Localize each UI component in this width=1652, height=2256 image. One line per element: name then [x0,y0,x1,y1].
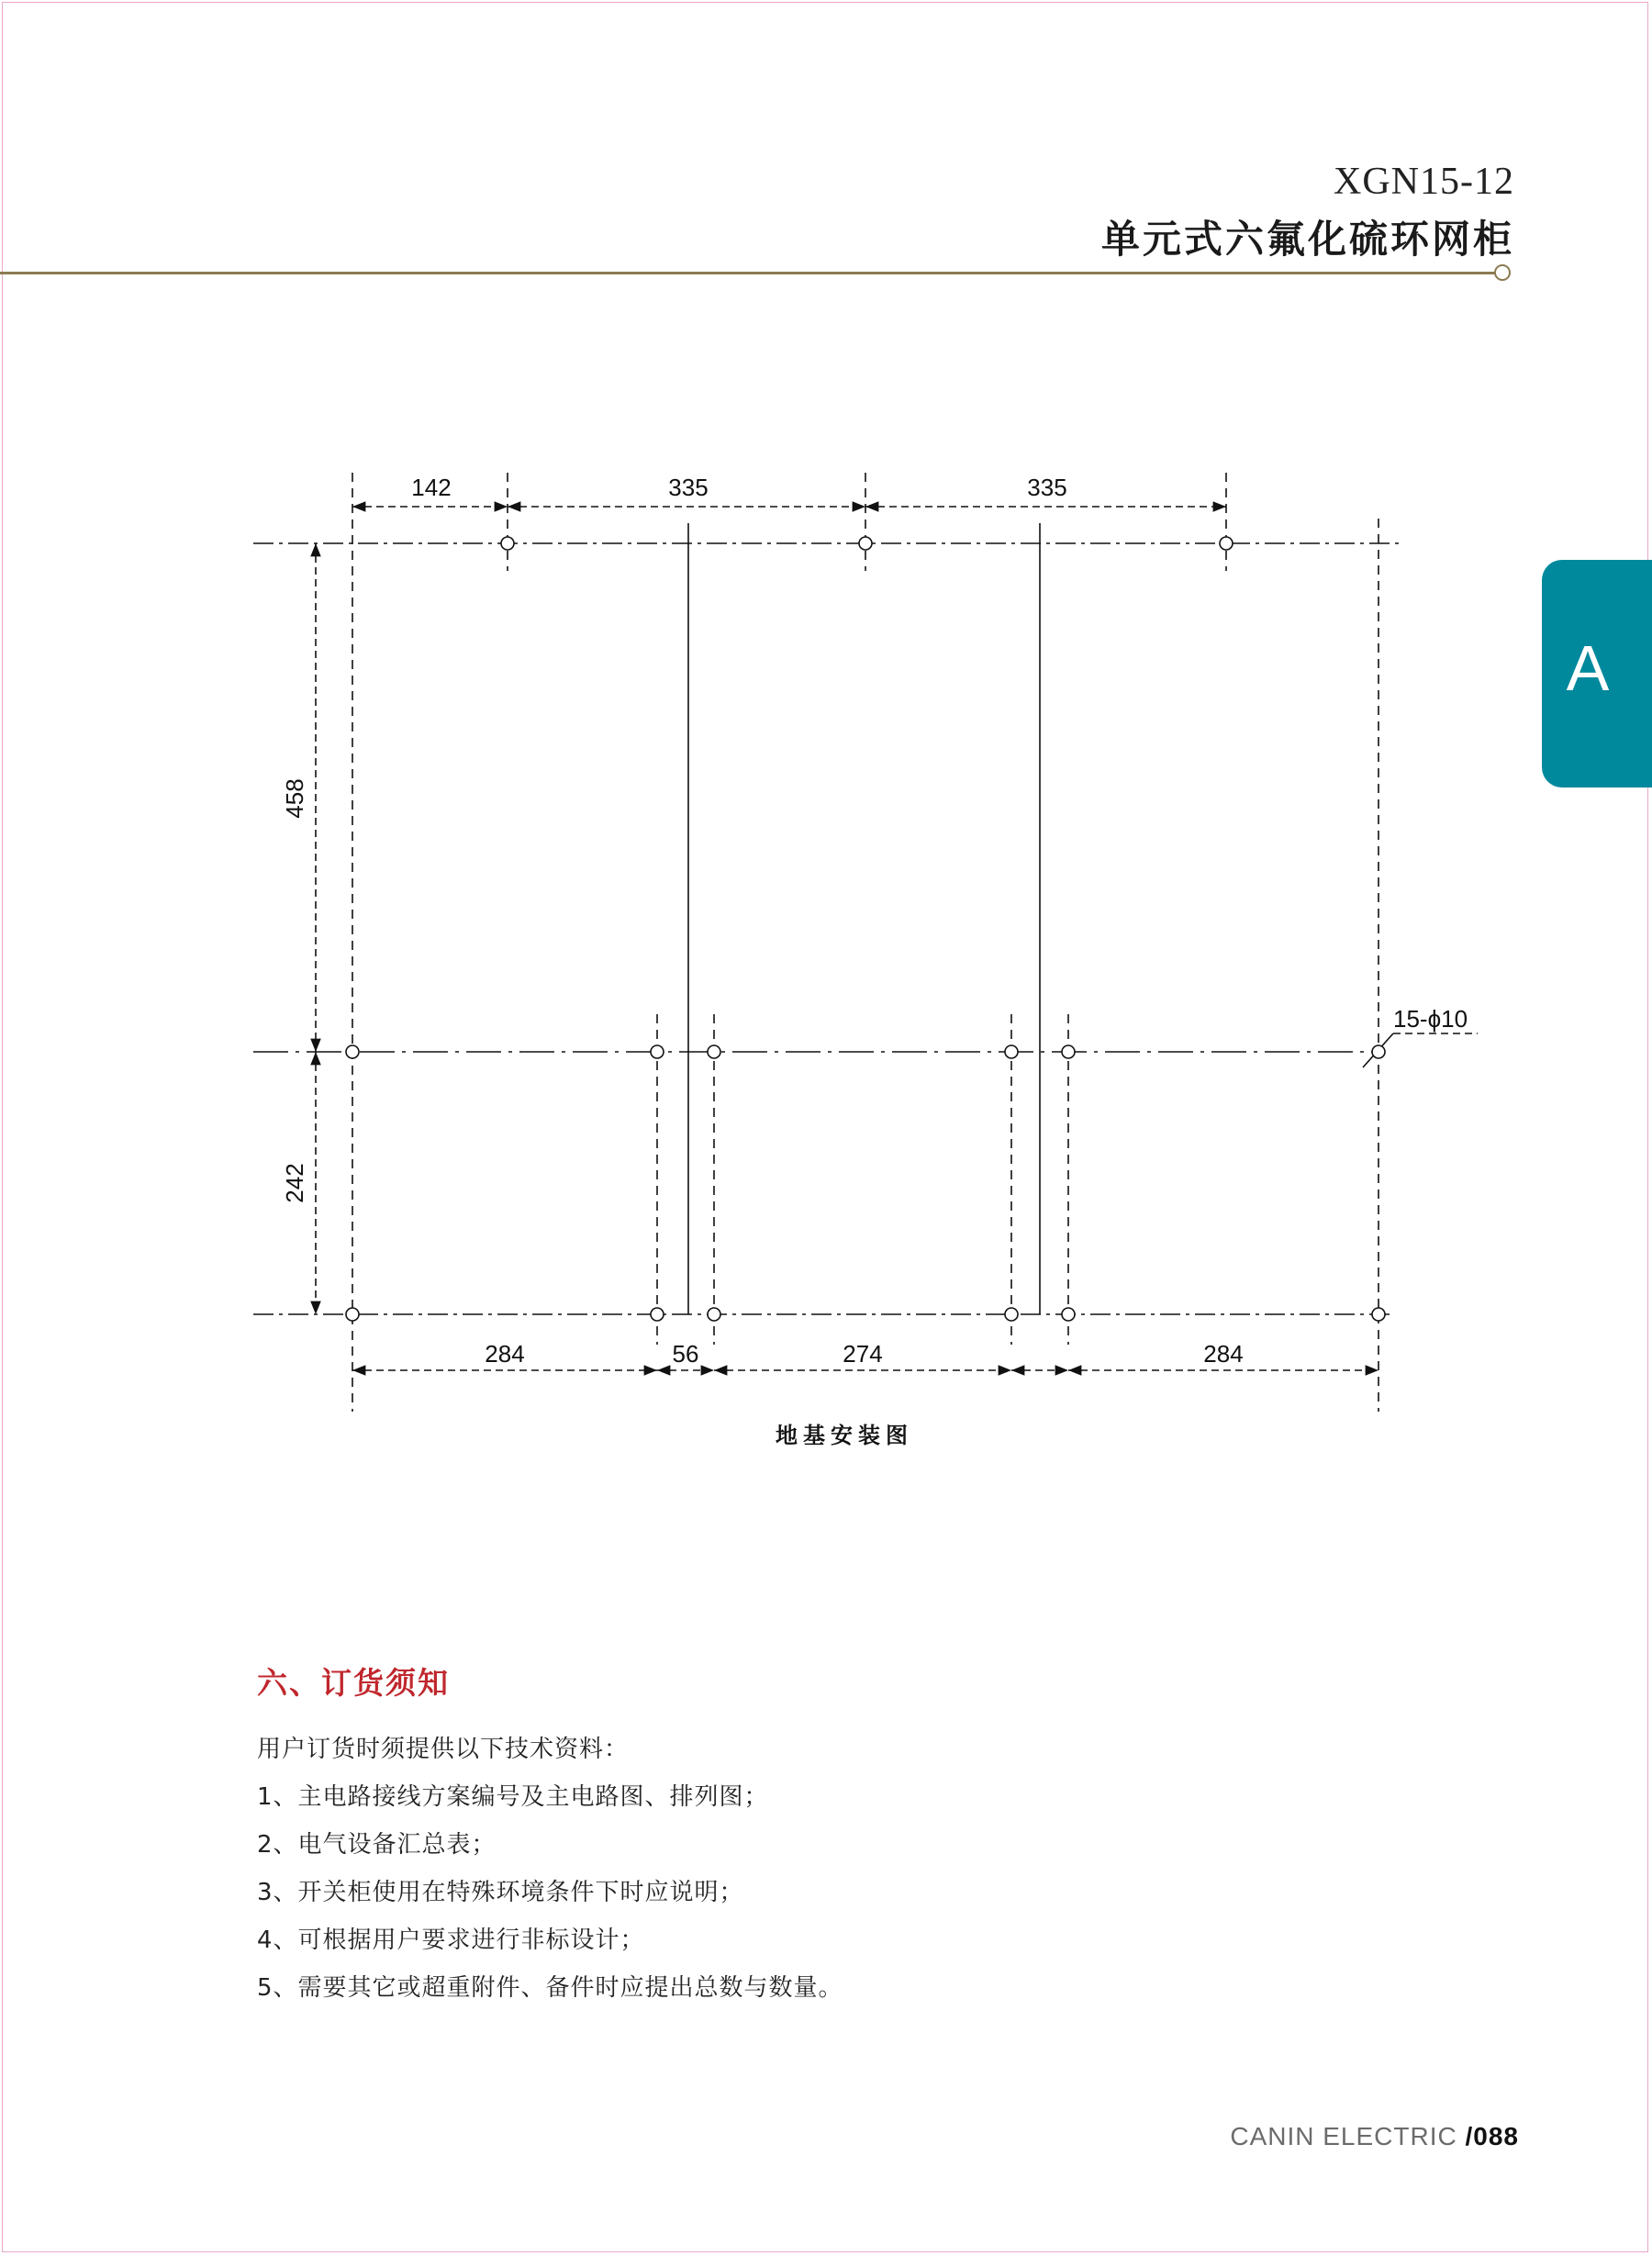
hole-bot-4 [1005,1308,1018,1321]
hole-callout: 15-ϕ10 [1393,1005,1468,1033]
ordering-heading: 六、订货须知 [257,1665,450,1701]
hole-top-3 [1220,537,1233,550]
page-footer [1230,2122,1519,2151]
ordering-item: 2、电气设备汇总表； [257,1831,497,1859]
hole-bot-3 [708,1308,720,1321]
dim-bottom-284-b: 284 [1203,1340,1244,1368]
hole-mid-1 [346,1045,359,1058]
ordering-item: 1、主电路接线方案编号及主电路图、排列图； [257,1783,769,1811]
dim-bottom-284-a: 284 [485,1340,525,1368]
hole-mid-2 [651,1045,664,1058]
footer-separator: / [1465,2122,1474,2150]
hole-bot-5 [1062,1308,1075,1321]
hole-mid-3 [708,1045,720,1058]
hole-bot-2 [651,1308,664,1321]
hole-mid-6 [1372,1045,1385,1058]
dim-bottom-56: 56 [672,1340,699,1368]
page-title: 单元式六氟化硫环网柜 [1100,217,1514,262]
hole-mid-5 [1062,1045,1075,1058]
hole-top-2 [859,537,872,550]
page-number: 088 [1473,2122,1519,2150]
model-number: XGN15-12 [1334,161,1514,203]
section-tab-letter: A [1566,632,1610,704]
drawing-caption: 地基安装图 [776,1423,913,1448]
ordering-item: 5、需要其它或超重附件、备件时应提出总数与数量。 [257,1974,843,2002]
hole-mid-4 [1005,1045,1018,1058]
hole-bot-1 [346,1308,359,1321]
dim-top-335-b: 335 [1027,474,1067,501]
ordering-item: 4、可根据用户要求进行非标设计； [257,1927,645,1954]
dim-left-242: 242 [281,1163,308,1203]
dim-bottom-274: 274 [843,1340,883,1368]
hole-top-1 [501,537,514,550]
dim-left-458: 458 [281,778,308,819]
ordering-intro: 用户订货时须提供以下技术资料： [257,1736,630,1763]
ordering-item: 3、开关柜使用在特殊环境条件下时应说明； [257,1879,744,1906]
dim-top-335-a: 335 [668,474,709,501]
footer-brand: CANIN ELECTRIC [1230,2122,1457,2150]
hole-bot-6 [1372,1308,1385,1321]
dim-top-142: 142 [411,474,452,501]
ordering-notes [257,1726,843,2012]
